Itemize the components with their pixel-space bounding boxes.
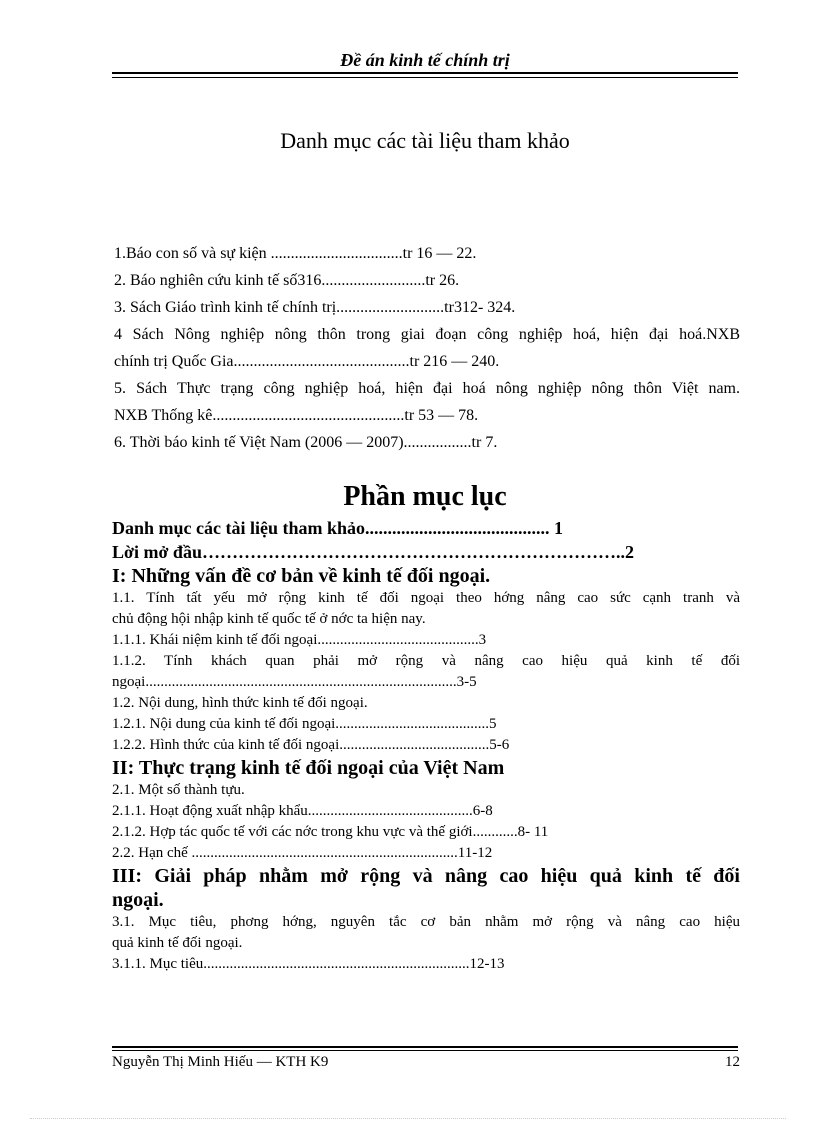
header-rule-thin <box>112 77 738 78</box>
toc-entry: 1.1.1. Khái niệm kinh tế đối ngoại...........................................3 <box>112 632 487 648</box>
toc-entry: 2.1. Một số thành tựu. <box>112 782 245 798</box>
reference-item: 3. Sách Giáo trình kinh tế chính trị...........................tr312- 324. <box>114 299 516 316</box>
toc-entry: 1.2. Nội dung, hình thức kinh tế đối ngoại. <box>112 695 368 711</box>
page-edge <box>30 1118 786 1119</box>
reference-item: 1.Báo con số và sự kiện .................................tr 16 — 22. <box>114 245 477 262</box>
footer-author: Nguyễn Thị Minh Hiếu — KTH K9 <box>112 1054 329 1070</box>
toc-entry: 2.1.1. Hoạt động xuất nhập khẩu............................................6-8 <box>112 803 493 819</box>
references-title: Danh mục các tài liệu tham khảo <box>280 128 570 153</box>
toc-entry: 3.1. Mục tiêu, phơng hớng, nguyên tắc cơ bản nhằm mở rộng và nâng cao hiệu <box>112 914 740 930</box>
toc-entry: 1.2.2. Hình thức của kinh tế đối ngoại........................................5-6 <box>112 737 510 753</box>
reference-item: 4 Sách Nông nghiệp nông thôn trong giai đoạn công nghiệp hoá, hiện đại hoá.NXB <box>114 326 740 343</box>
footer-rule <box>112 1046 738 1048</box>
toc-section-heading: III: Giải pháp nhằm mở rộng và nâng cao hiệu quả kinh tế đối <box>112 865 740 887</box>
references-list <box>114 240 740 456</box>
toc-entry: 2.1.2. Hợp tác quốc tế với các nớc trong khu vực và thế giới............8- 11 <box>112 824 549 840</box>
toc-entry: Lời mở đầu……………………………………………………………..2 <box>112 542 634 562</box>
reference-item: 6. Thời báo kinh tế Việt Nam (2006 — 2007).................tr 7. <box>114 434 498 451</box>
toc-entry: chủ động hội nhập kinh tế quốc tế ở nớc ta hiện nay. <box>112 611 426 627</box>
toc-title: Phần mục lục <box>343 481 507 512</box>
toc-entry: Danh mục các tài liệu tham khảo......................................... 1 <box>112 518 564 538</box>
toc-entry: 1.2.1. Nội dung của kinh tế đối ngoại.........................................5 <box>112 716 497 732</box>
toc-section-heading: I: Những vấn đề cơ bản về kinh tế đối ngoại. <box>112 565 491 587</box>
toc-entry: quả kinh tế đối ngoại. <box>112 935 243 951</box>
page-number: 12 <box>725 1054 740 1070</box>
toc-section-heading: II: Thực trạng kinh tế đối ngoại của Việt Nam <box>112 757 505 779</box>
header-title: Đề án kinh tế chính trị <box>340 50 510 70</box>
header-rule <box>112 72 738 74</box>
toc-entry: ngoại...................................................................................3-5 <box>112 674 477 690</box>
toc-entry: 2.2. Hạn chế .......................................................................11-12 <box>112 845 493 861</box>
reference-item: 5. Sách Thực trạng công nghiệp hoá, hiện đại hoá nông nghiệp nông thôn Việt nam. <box>114 380 740 397</box>
footer-rule-thin <box>112 1050 738 1051</box>
table-of-contents <box>112 516 740 975</box>
reference-item: 2. Báo nghiên cứu kinh tế số316..........................tr 26. <box>114 272 460 289</box>
toc-entry: 1.1. Tính tất yếu mở rộng kinh tế đối ngoại theo hớng nâng cao sức cạnh tranh và <box>112 590 740 606</box>
toc-section-heading: ngoại. <box>112 889 164 911</box>
reference-item: chính trị Quốc Gia............................................tr 216 — 240. <box>114 353 500 370</box>
toc-entry: 3.1.1. Mục tiêu.......................................................................12-13 <box>112 956 505 972</box>
toc-entry: 1.1.2. Tính khách quan phải mở rộng và nâng cao hiệu quả kinh tế đối <box>112 653 740 669</box>
reference-item: NXB Thống kê................................................tr 53 — 78. <box>114 407 479 424</box>
